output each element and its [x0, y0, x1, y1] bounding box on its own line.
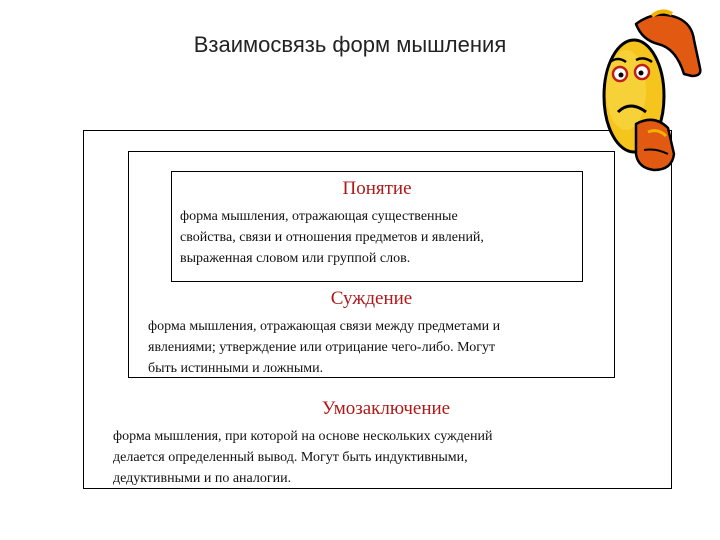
inference-line: делается определенный вывод. Могут быть индуктивными, — [113, 450, 468, 465]
judgment-heading: Суждение — [330, 288, 413, 309]
inference-definition — [113, 426, 613, 489]
inference-line: форма мышления, при которой на основе нескольких суждений — [113, 429, 493, 444]
concept-definition — [180, 206, 580, 269]
concept-heading: Понятие — [342, 178, 412, 199]
thinking-face-icon — [596, 4, 714, 174]
inference-heading: Умозаключение — [321, 398, 451, 419]
concept-line: выраженная словом или группой слов. — [180, 251, 411, 266]
judgment-definition — [148, 316, 608, 379]
judgment-line: явлениями; утверждение или отрицание чего-либо. Могут — [148, 340, 496, 355]
inference-line: дедуктивными и по аналогии. — [113, 471, 292, 486]
concept-line: форма мышления, отражающая существенные — [180, 209, 458, 224]
slide-title: Взаимосвязь форм мышления — [193, 32, 507, 57]
concept-line: свойства, связи и отношения предметов и явлений, — [180, 230, 484, 245]
judgment-line: быть истинными и ложными. — [148, 361, 324, 376]
judgment-line: форма мышления, отражающая связи между предметами и — [148, 319, 501, 334]
